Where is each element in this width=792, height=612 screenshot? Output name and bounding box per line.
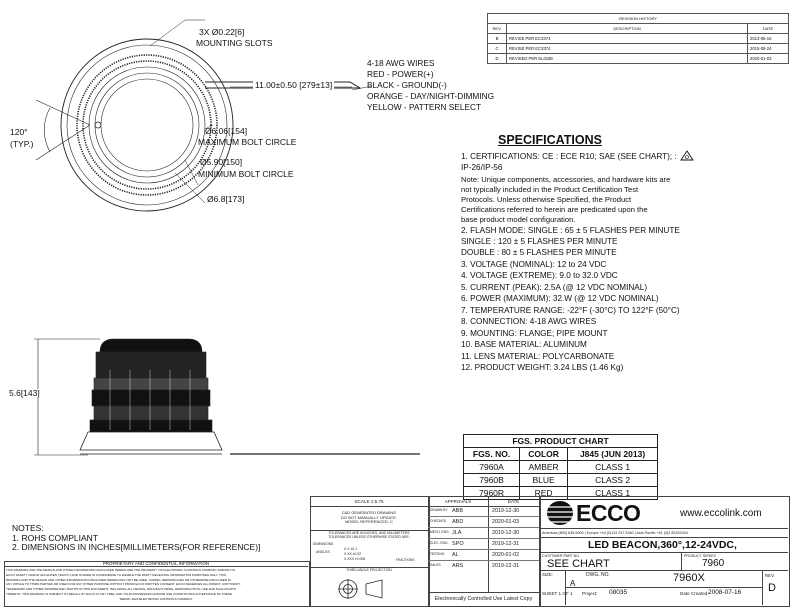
spec-line: 11. LENS MATERIAL: POLYCARBONATE (461, 352, 615, 361)
proprietary-line: TERMS. 2020 ELECTRONIC CONTROLS COMPANY (119, 596, 193, 601)
tolerance-note-line: TOLERANCES UNLESS OTHERWISE STATED ARE: (328, 534, 410, 539)
wire-length-dim: 11.00±0.50 [279±13] (255, 80, 333, 90)
approval-date: 2019-12-30 (492, 530, 520, 536)
table-row (428, 539, 539, 550)
date-header: DATE (507, 499, 520, 504)
controlled-copy-note: Electronically Controlled Use Latest Copy (434, 596, 533, 602)
approval-role: DRAWN BY (430, 508, 448, 512)
spec-line: DOUBLE : 80 ± 5 FLASHES PER MINUTE (461, 248, 617, 257)
fgs-col-header: FGS. NO. (464, 448, 520, 461)
proprietary-line: DRAWING AND THE DESIGN AND OTHER INFORMATION DISCLOSED HEREIN MAY NOT BE USED, COPIED, REPRODUCED OR OTHERWISE DISCLOSED IN (6, 577, 231, 582)
revision-desc: REVISE PER EC3374 (507, 34, 748, 44)
product-series-label: PRODUCT SERIES (684, 554, 716, 558)
side-view-drawing (0, 330, 460, 480)
third-angle-label: THIRD ANGLE PROJECTION (346, 568, 392, 572)
table-row (428, 550, 539, 561)
spec-line: 7. TEMPERATURE RANGE: -22°F (-30°C) TO 122°F (50°C) (461, 306, 680, 315)
tol-fractions: FRACTIONS (396, 558, 415, 562)
spec-line: Protocols. Unless otherwise Specified, the Product (461, 195, 632, 204)
mounting-slots-label: MOUNTING SLOTS (196, 38, 273, 48)
spec-line: 2. FLASH MODE: SINGLE : 65 ± 5 FLASHES PER MINUTE (461, 226, 680, 235)
cad-note (310, 511, 428, 525)
tol-value: X.X ±0.1 (344, 547, 357, 551)
fgs-cell: CLASS 2 (568, 474, 658, 487)
revision-row (488, 34, 789, 44)
wire-gauge: 4-18 AWG WIRES (367, 58, 435, 68)
customer-part-value: SEE CHART (547, 558, 610, 570)
approval-role: MECH. ENG. (430, 530, 450, 534)
revision-date: 2015-08-24 (748, 44, 789, 54)
fgs-col-header: J845 (JUN 2013) (568, 448, 658, 461)
fgs-cell: 7960R (464, 487, 520, 500)
revision-desc: REVISE PER EC3374 (507, 44, 748, 54)
approval-role: CHECKED (430, 519, 447, 523)
approval-name: AL (452, 552, 459, 558)
approval-name: ABD (452, 519, 464, 525)
spec-line: not typically included in the Product Certification Test (461, 185, 639, 194)
rev-col-header: REV. (488, 24, 507, 34)
max-bolt-dim: Ø6.06[154] (205, 126, 248, 136)
ecco-globe-icon (545, 499, 575, 527)
third-angle-projection-icon (338, 575, 388, 603)
approval-date: 2020-01-02 (492, 552, 520, 558)
cad-note-line: MODEL REFERENCED: C (345, 519, 393, 525)
fgs-chart-title: FGS. PRODUCT CHART (464, 435, 658, 448)
table-row (464, 461, 658, 474)
height-dim: 5.6[143] (9, 388, 40, 398)
sheet-label: SHEET 1 OF 1 (542, 591, 573, 596)
notes-title: NOTES: (12, 523, 44, 533)
note-item: 2. DIMENSIONS IN INCHES[MILLIMETERS(FOR REFERENCE)] (12, 542, 261, 552)
product-title: LED BEACON,360°,12-24VDC, (588, 539, 737, 551)
approval-role: SALES (430, 563, 441, 567)
tol-value: X.XXX ±0.005 (344, 557, 366, 561)
customer-part-label: CUSTOMER PART NO. (542, 554, 581, 558)
company-website: www.eccolink.com (680, 508, 762, 519)
revision-desc: REVISED PER EL0188 (507, 54, 748, 64)
spec-line: 10. BASE MATERIAL: ALUMINUM (461, 340, 587, 349)
approvals-list (428, 506, 539, 571)
fgs-cell: AMBER (520, 461, 568, 474)
revision-date: 2020-01-03 (748, 54, 789, 64)
proprietary-line: ECCO SAFETY GROUP AFFILIATES ("ECCO") AND IS MADE IN CONFIDENCE TO ENABLE THE PARTY RECEIVING INFORMATION PURPOSES ONLY. THIS (6, 572, 226, 577)
wire-colors-list (367, 58, 494, 113)
approvals-header: APPROVALS (444, 499, 472, 504)
tol-values (344, 547, 365, 562)
revision-row (488, 54, 789, 64)
dwg-no-value: 7960X (673, 572, 705, 584)
project-value: 08035 (609, 589, 628, 596)
tol-dims-label: DIMENSIONS (313, 542, 334, 546)
approval-name: ARS (452, 563, 464, 569)
spec-line: 12. PRODUCT WEIGHT: 3.24 LBS (1.46 Kg) (461, 363, 624, 372)
spec-line: SINGLE : 120 ± 5 FLASHES PER MINUTE (461, 237, 618, 246)
rev-value: D (768, 582, 776, 594)
spec-line: IP-26/IP-56 (461, 163, 503, 172)
approval-name: SPO (452, 541, 464, 547)
revision-rev: D (488, 54, 507, 64)
spec-line: 3. VOLTAGE (NOMINAL): 12 to 24 VDC (461, 260, 607, 269)
approval-date: 2019-12-30 (492, 508, 520, 514)
spec-line: 1. CERTIFICATIONS: CE : ECE R10; SAE (SEE CHART); : (461, 152, 677, 161)
fgs-col-header: COLOR (520, 448, 568, 461)
proprietary-title: PROPRIETARY AND CONFIDENTIAL INFORMATION (4, 561, 308, 567)
proprietary-text (6, 568, 306, 602)
fgs-cell: 7960A (464, 461, 520, 474)
approval-role: ELEC. ENG. (430, 541, 449, 545)
fgs-cell: CLASS 1 (568, 487, 658, 500)
project-label: Project: (582, 591, 598, 596)
min-bolt-label: MINIMUM BOLT CIRCLE (198, 169, 294, 179)
approval-role: TESTING (430, 552, 445, 556)
tol-angles: ANGLES (316, 550, 330, 554)
date-created-label: Date Created: (680, 591, 709, 596)
table-row (428, 517, 539, 528)
revision-history-title: REVISION HISTORY (488, 14, 789, 24)
table-row (428, 528, 539, 539)
specifications-title: SPECIFICATIONS (498, 133, 602, 147)
wire-yellow: YELLOW - PATTERN SELECT (367, 102, 482, 112)
notes-block (12, 524, 260, 553)
spec-line: 6. POWER (MAXIMUM): 32.W (@ 12 VDC NOMINAL) (461, 294, 659, 303)
spec-line: 9. MOUNTING: FLANGE; PIPE MOUNT (461, 329, 608, 338)
company-phones: Americas (800) 635-5900 | Europe +44 (0)113 237 5340 | Asia Pacific +61 (0)3 83322444 (542, 531, 688, 535)
scale-label: SCALE 1:5.75 (354, 499, 384, 504)
dwg-no-label: DWG. NO. (586, 572, 610, 578)
spec-line: Certifications referred to herein are predicated upon the (461, 205, 648, 214)
angle-typ-label: (TYP.) (10, 139, 34, 149)
spec-line: base product model configuration. (461, 215, 576, 224)
product-series-value: 7960 (702, 558, 725, 569)
revision-date: 2013-05-16 (748, 34, 789, 44)
company-logo-text: ECCO (576, 500, 641, 526)
proprietary-line: TRADEMARK AND OTHER PROPRIETARY RIGHTS IN THIS DOCUMENT, INCLUDING ALL DESIGN, MANUFACTURING, REPRODUCTION, USE AND SALE RIGHTS (6, 587, 236, 592)
certification-triangle-icon (680, 150, 694, 161)
cad-note-line: CAD GENERATED DRAWING (341, 510, 397, 515)
fgs-cell: 7960B (464, 474, 520, 487)
approval-date: 2019-12-31 (492, 541, 520, 547)
table-row (428, 561, 539, 571)
approval-date: 2019-12-31 (492, 563, 520, 569)
date-col-header: DATE (748, 24, 789, 34)
table-row (428, 506, 539, 517)
revision-history-table (487, 13, 789, 64)
revision-rev: C (488, 44, 507, 54)
proprietary-line: THIS DRAWING AND THE DESIGN AND OTHER INFORMATION DISCLOSED HEREIN ARE THE PROPERTY OF ELECTRONIC CONTROLS COMPANY AND/OR ITS (6, 568, 236, 572)
description-col-header: DESCRIPTION (507, 24, 748, 34)
tol-value: X.XX ±0.02 (344, 552, 362, 556)
angle-dim: 120° (10, 127, 28, 137)
proprietary-line: ANY WHOLE TO THIRD PARTIES OR USED FOR ANY OTHER PURPOSE WITHOUT PRIOR ECCO WRITTEN CONSENT. ECCO RESERVES ALL PATENT, COPYRIGHT, (6, 582, 241, 587)
size-label: SIZE: (542, 572, 553, 577)
revision-row (488, 44, 789, 54)
cad-note-line: DO NOT MANUALLY UPDATE. (341, 514, 397, 520)
fgs-cell: RED (520, 487, 568, 500)
spec-line: 8. CONNECTION: 4-18 AWG WIRES (461, 317, 597, 326)
fgs-cell: BLUE (520, 474, 568, 487)
fgs-cell: CLASS 1 (568, 461, 658, 474)
approval-date: 2020-01-03 (492, 519, 520, 525)
wire-orange: ORANGE - DAY/NIGHT-DIMMING (367, 91, 495, 101)
spec-line: 4. VOLTAGE (EXTREME): 9.0 to 32.0 VDC (461, 271, 618, 280)
date-created-value: 2008-07-16 (708, 589, 742, 596)
mounting-slots-dim: 3X Ø0.22[6] (199, 27, 245, 37)
spec-line: Note: Unique components, accessories, and hardware kits are (461, 175, 671, 184)
wire-black: BLACK - GROUND(-) (367, 80, 447, 90)
proprietary-line: THERETO. THIS DRAWING IS SUBJECT TO RECALL BY ECCO AT ANY TIME, AND YOUR POSSESSION AND/OR USE CONSTITUTES ACCEPTANCE OF THESE (6, 591, 232, 596)
table-row (464, 474, 658, 487)
note-item: 1. ROHS COMPLIANT (12, 532, 98, 543)
tolerance-note-line: TOLERANCES ARE IN INCHES, AND MILLIMETERS (328, 531, 410, 535)
size-value: A (570, 579, 576, 588)
min-bolt-dim: Ø5.90[150] (200, 157, 243, 167)
outer-dim: Ø6.8[173] (207, 194, 245, 204)
wire-red: RED - POWER(+) (367, 69, 434, 79)
max-bolt-label: MAXIMUM BOLT CIRCLE (198, 137, 297, 147)
spec-line: 5. CURRENT (PEAK): 2.5A (@ 12 VDC NOMINAL) (461, 283, 648, 292)
fgs-product-chart (463, 434, 658, 500)
revision-rev: B (488, 34, 507, 44)
tolerance-note (310, 532, 428, 540)
approval-name: JLA (452, 530, 462, 536)
approval-name: ABB (452, 508, 464, 514)
rev-label: REV. (765, 573, 775, 578)
